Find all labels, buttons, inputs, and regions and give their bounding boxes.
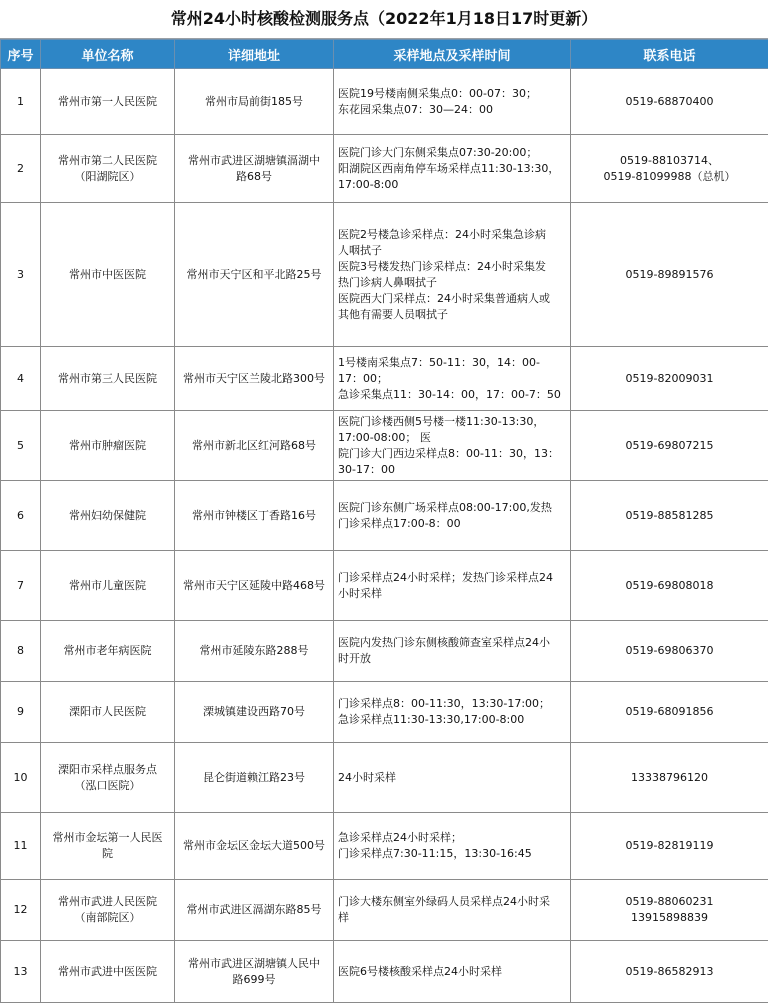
unit-name-line: 常州市武进中医医院 (44, 964, 171, 980)
phone-number-cell (571, 347, 768, 411)
sampling-info-cell (334, 69, 571, 135)
sampling-info-line: 医院门诊楼西侧5号楼一楼11:30-13:30， (338, 414, 566, 430)
row-number-cell: 3 (1, 203, 41, 347)
address-line: 路68号 (178, 169, 330, 185)
row-number-cell: 11 (1, 813, 41, 880)
address-cell (175, 813, 334, 880)
address-line: 昆仑街道赖江路23号 (178, 770, 330, 786)
unit-name-cell (41, 682, 175, 743)
table-row (1, 682, 768, 743)
unit-name-line: 常州妇幼保健院 (44, 508, 171, 524)
unit-name-line: 院 (44, 846, 171, 862)
phone-number-line: 0519-82009031 (574, 371, 765, 387)
sampling-info-line: 17：00； (338, 371, 566, 387)
sampling-info-line: 热门诊病人鼻咽拭子 (338, 275, 566, 291)
sampling-info-cell (334, 621, 571, 682)
sampling-info-cell (334, 682, 571, 743)
table-row (1, 203, 768, 347)
address-line: 常州市武进区湖塘镇滆湖中 (178, 153, 330, 169)
sampling-info-line: 30-17：00 (338, 462, 566, 478)
phone-number-cell (571, 941, 768, 1003)
phone-number-line: 0519-69807215 (574, 438, 765, 454)
unit-name-cell (41, 813, 175, 880)
sampling-info-cell (334, 880, 571, 941)
sampling-info-line: 阳湖院区西南角停车场采样点11:30-13:30， (338, 161, 566, 177)
row-number-cell: 10 (1, 743, 41, 813)
sampling-info-line: 医院门诊东侧广场采样点08:00-17:00,发热 (338, 500, 566, 516)
sampling-info-line: 医院内发热门诊东侧核酸筛查室采样点24小 (338, 635, 566, 651)
unit-name-line: 常州市儿童医院 (44, 578, 171, 594)
unit-name-cell (41, 481, 175, 551)
unit-name-line: 常州市第三人民医院 (44, 371, 171, 387)
table-row (1, 621, 768, 682)
sampling-info-cell (334, 743, 571, 813)
table-row (1, 69, 768, 135)
phone-number-line: 0519-68091856 (574, 704, 765, 720)
sampling-info-line: 医院2号楼急诊采样点：24小时采集急诊病 (338, 227, 566, 243)
phone-number-line: 0519-81099988（总机） (574, 169, 765, 185)
sampling-info-cell (334, 941, 571, 1003)
phone-number-line: 13338796120 (574, 770, 765, 786)
address-line: 常州市天宁区和平北路25号 (178, 267, 330, 283)
table-row (1, 347, 768, 411)
phone-number-cell (571, 743, 768, 813)
address-line: 常州市局前街185号 (178, 94, 330, 110)
phone-number-line: 0519-86582913 (574, 964, 765, 980)
table-row (1, 880, 768, 941)
address-line: 路699号 (178, 972, 330, 988)
sampling-info-cell (334, 347, 571, 411)
sampling-info-line: 门诊采样点8：00-11:30，13:30-17:00； (338, 696, 566, 712)
unit-name-line: 常州市武进人民医院 (44, 894, 171, 910)
column-header-sampling: 采样地点及采样时间 (334, 40, 571, 69)
address-cell (175, 551, 334, 621)
address-cell (175, 682, 334, 743)
address-line: 常州市天宁区延陵中路468号 (178, 578, 330, 594)
address-cell (175, 411, 334, 481)
unit-name-line: 常州市肿瘤医院 (44, 438, 171, 454)
address-cell (175, 481, 334, 551)
sampling-info-cell (334, 551, 571, 621)
sampling-info-cell (334, 203, 571, 347)
row-number-cell: 5 (1, 411, 41, 481)
sampling-info-line: 1号楼南采集点7：50-11：30，14：00- (338, 355, 566, 371)
sampling-info-line: 其他有需要人员咽拭子 (338, 307, 566, 323)
sampling-info-line: 小时采样 (338, 586, 566, 602)
table-row (1, 481, 768, 551)
row-number-cell: 2 (1, 135, 41, 203)
address-cell (175, 135, 334, 203)
sampling-info-line: 急诊采集点11：30-14：00，17：00-7：50 (338, 387, 566, 403)
sampling-info-line: 门诊大楼东侧室外绿码人员采样点24小时采 (338, 894, 566, 910)
unit-name-cell (41, 411, 175, 481)
phone-number-line: 0519-68870400 (574, 94, 765, 110)
unit-name-line: 溧阳市采样点服务点 (44, 762, 171, 778)
phone-number-line: 0519-89891576 (574, 267, 765, 283)
unit-name-cell (41, 69, 175, 135)
page-title: 常州24小时核酸检测服务点（2022年1月18日17时更新） (0, 0, 768, 39)
table-row (1, 551, 768, 621)
unit-name-cell (41, 743, 175, 813)
phone-number-line: 0519-69808018 (574, 578, 765, 594)
row-number-cell: 4 (1, 347, 41, 411)
address-cell (175, 743, 334, 813)
address-line: 常州市金坛区金坛大道500号 (178, 838, 330, 854)
phone-number-line: 0519-88581285 (574, 508, 765, 524)
sampling-info-line: 时开放 (338, 651, 566, 667)
phone-number-cell (571, 411, 768, 481)
table-header-row (1, 40, 768, 69)
sampling-info-line: 门诊采样点7:30-11:15，13:30-16:45 (338, 846, 566, 862)
sampling-info-line: 医院6号楼核酸采样点24小时采样 (338, 964, 566, 980)
address-line: 常州市新北区红河路68号 (178, 438, 330, 454)
table-row (1, 411, 768, 481)
table-row (1, 135, 768, 203)
unit-name-line: 常州市第一人民医院 (44, 94, 171, 110)
unit-name-line: （南部院区） (44, 910, 171, 926)
phone-number-cell (571, 69, 768, 135)
sampling-info-line: 医院西大门采样点：24小时采集普通病人或 (338, 291, 566, 307)
row-number-cell: 7 (1, 551, 41, 621)
unit-name-cell (41, 135, 175, 203)
phone-number-cell (571, 621, 768, 682)
unit-name-line: 常州市金坛第一人民医 (44, 830, 171, 846)
sampling-info-line: 医院3号楼发热门诊采样点：24小时采集发 (338, 259, 566, 275)
row-number-cell: 1 (1, 69, 41, 135)
sampling-info-line: 医院门诊大门东侧采集点07:30-20:00； (338, 145, 566, 161)
unit-name-cell (41, 621, 175, 682)
address-line: 溧城镇建设西路70号 (178, 704, 330, 720)
table-row (1, 813, 768, 880)
sampling-info-line: 17:00-8:00 (338, 177, 566, 193)
table-row (1, 941, 768, 1003)
address-cell (175, 347, 334, 411)
unit-name-cell (41, 347, 175, 411)
sampling-info-line: 医院19号楼南侧采集点0：00-07：30； (338, 86, 566, 102)
phone-number-cell (571, 203, 768, 347)
phone-number-line: 13915898839 (574, 910, 765, 926)
address-line: 常州市延陵东路288号 (178, 643, 330, 659)
address-cell (175, 69, 334, 135)
column-header-unit: 单位名称 (41, 40, 175, 69)
unit-name-cell (41, 880, 175, 941)
unit-name-line: 常州市第二人民医院 (44, 153, 171, 169)
sampling-info-line: 24小时采样 (338, 770, 566, 786)
sampling-info-line: 样 (338, 910, 566, 926)
sampling-info-line: 人咽拭子 (338, 243, 566, 259)
phone-number-line: 0519-88103714、 (574, 153, 765, 169)
row-number-cell: 12 (1, 880, 41, 941)
address-line: 常州市天宁区兰陵北路300号 (178, 371, 330, 387)
address-cell (175, 941, 334, 1003)
address-line: 常州市武进区湖塘镇人民中 (178, 956, 330, 972)
row-number-cell: 9 (1, 682, 41, 743)
phone-number-line: 0519-88060231 (574, 894, 765, 910)
unit-name-line: （阳湖院区） (44, 169, 171, 185)
testing-sites-table (0, 39, 768, 1003)
sampling-info-line: 门诊采样点17:00-8：00 (338, 516, 566, 532)
unit-name-line: 溧阳市人民医院 (44, 704, 171, 720)
phone-number-cell (571, 551, 768, 621)
address-cell (175, 880, 334, 941)
phone-number-cell (571, 481, 768, 551)
address-line: 常州市钟楼区丁香路16号 (178, 508, 330, 524)
column-header-phone: 联系电话 (571, 40, 768, 69)
sampling-info-line: 急诊采样点24小时采样； (338, 830, 566, 846)
column-header-no: 序号 (1, 40, 41, 69)
phone-number-cell (571, 135, 768, 203)
sampling-info-line: 17:00-08:00； 医 (338, 430, 566, 446)
row-number-cell: 6 (1, 481, 41, 551)
sampling-info-line: 急诊采样点11:30-13:30,17:00-8:00 (338, 712, 566, 728)
column-header-address: 详细地址 (175, 40, 334, 69)
address-cell (175, 621, 334, 682)
sampling-info-cell (334, 135, 571, 203)
unit-name-cell (41, 551, 175, 621)
address-cell (175, 203, 334, 347)
table-row (1, 743, 768, 813)
unit-name-line: （泓口医院） (44, 778, 171, 794)
row-number-cell: 8 (1, 621, 41, 682)
unit-name-line: 常州市老年病医院 (44, 643, 171, 659)
sampling-info-line: 门诊采样点24小时采样；发热门诊采样点24 (338, 570, 566, 586)
row-number-cell: 13 (1, 941, 41, 1003)
sampling-info-cell (334, 411, 571, 481)
phone-number-cell (571, 813, 768, 880)
phone-number-line: 0519-69806370 (574, 643, 765, 659)
sampling-info-line: 东花园采集点07：30—24：00 (338, 102, 566, 118)
address-line: 常州市武进区滆湖东路85号 (178, 902, 330, 918)
phone-number-cell (571, 880, 768, 941)
unit-name-line: 常州市中医医院 (44, 267, 171, 283)
sampling-info-line: 院门诊大门西边采样点8：00-11：30，13： (338, 446, 566, 462)
phone-number-line: 0519-82819119 (574, 838, 765, 854)
unit-name-cell (41, 941, 175, 1003)
unit-name-cell (41, 203, 175, 347)
sampling-info-cell (334, 813, 571, 880)
phone-number-cell (571, 682, 768, 743)
sampling-info-cell (334, 481, 571, 551)
